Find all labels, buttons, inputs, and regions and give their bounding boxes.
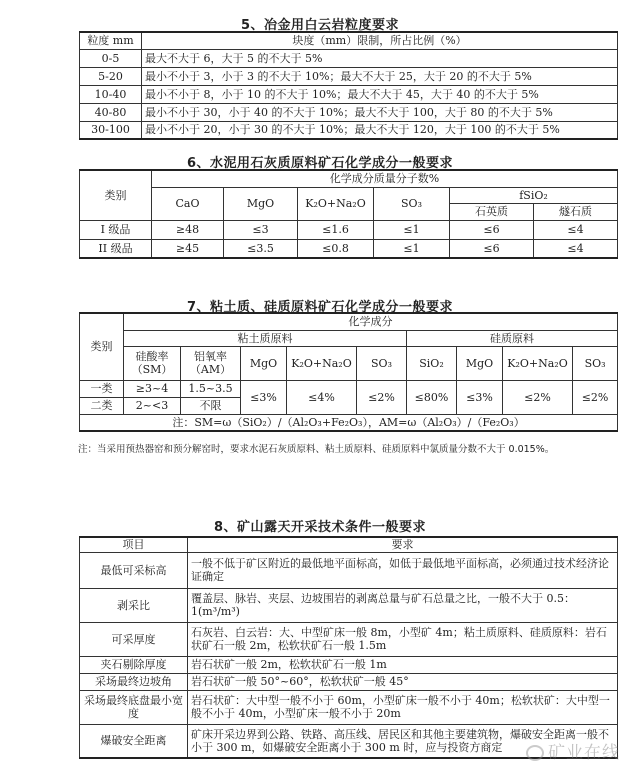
t7-header-so3: SO₃ (357, 346, 407, 380)
table-row (80, 622, 618, 656)
t6-header-k2o: K₂O+Na₂O (298, 187, 374, 220)
table-row (80, 239, 618, 258)
t7-header-k2o2: K₂O+Na₂O (503, 346, 573, 380)
t5-limit-cell: 最小不小于 8，小于 10 的不大于 10%；最大不大于 45，大于 40 的不大于 5% (142, 85, 618, 103)
t7-class-cell: 一类 (80, 380, 124, 397)
table6-limestone-chem (79, 169, 618, 259)
t7-k2o-cell: ≤4% (287, 380, 357, 414)
t6-header-class: 类别 (80, 170, 152, 220)
t5-size-cell: 40-80 (80, 103, 142, 121)
table5-dolomite-size (79, 31, 618, 140)
table8-opencast-conditions (79, 536, 618, 759)
table7-title: 7、粘土质、硅质原料矿石化学成分一般要求 (186, 300, 454, 315)
t7-header-sm-label: 硅酸率 (135, 350, 169, 363)
t7-header-class: 类别 (80, 313, 124, 380)
t7-header-chem: 化学成分 (124, 313, 618, 330)
t5-limit-cell: 最小不小于 20，小于 30 的不大于 10%；最大不大于 120，大于 100 的不大于 5% (142, 121, 618, 139)
t8-req-cell: 石灰岩、白云岩：大、中型矿床一般 8m，小型矿 4m；粘土质原料、硅质原料：岩石状矿石一般 2m，松软状矿石一般 1.5m (188, 622, 618, 656)
t7-sm-cell: ≥3~4 (124, 380, 181, 397)
t7-class-cell: 二类 (80, 397, 124, 414)
t8-header-req: 要求 (188, 537, 618, 552)
t7-header-sm-abbr: （SM） (131, 363, 173, 376)
t6-flint-cell: ≤4 (534, 220, 618, 239)
t6-cao-cell: ≥48 (152, 220, 224, 239)
watermark (526, 738, 620, 763)
t6-mgo-cell: ≤3.5 (224, 239, 298, 258)
t8-req-cell: 岩石状矿：大中型一般不小于 60m，小型矿床一般不小于 40m；松软状矿：大中型一般不小于 40m，小型矿床一般不小于 20m (188, 690, 618, 724)
t8-header-item: 项目 (80, 537, 188, 552)
t7-header-mgo: MgO (241, 346, 287, 380)
t7-header-am-label: 铝氧率 (194, 350, 227, 363)
t6-quartz-cell: ≤6 (450, 220, 534, 239)
t8-item-cell: 夹石剔除厚度 (80, 656, 188, 673)
t8-req-cell: 岩石状矿一般 50°~60°，松软状矿一般 45° (188, 673, 618, 690)
t5-size-cell: 0-5 (80, 49, 142, 67)
t5-header-size: 粒度 mm (80, 32, 142, 49)
t7-am-cell: 1.5~3.5 (181, 380, 241, 397)
table7-note: 注：当采用预热器窑和预分解窑时，要求水泥石灰质原料、粘土质原料、硅质原料中氯质量分数不大于 0.015%。 (78, 444, 555, 455)
t5-limit-cell: 最小不小于 30，小于 40 的不大于 10%；最大不大于 100，大于 80 的不大于 5% (142, 103, 618, 121)
table-row (80, 690, 618, 724)
t6-k2o-cell: ≤0.8 (298, 239, 374, 258)
t8-item-cell: 可采厚度 (80, 622, 188, 656)
t7-header-clay: 粘土质原料 (124, 330, 407, 346)
t7-so3b-cell: ≤2% (573, 380, 618, 414)
table-row (80, 588, 618, 622)
table-row (80, 121, 618, 139)
t5-header-limit: 块度（mm）限制，所占比例（%） (142, 32, 618, 49)
t8-req-cell: 矿床开采边界到公路、铁路、高压线、居民区和其他主要建筑物，爆破安全距离一般不小于 300 m，如爆破安全距离小于 300 m 时，应与投资方商定 (188, 724, 618, 758)
t6-header-mgo: MgO (224, 187, 298, 220)
t5-limit-cell: 最大不大于 6，大于 5 的不大于 5% (142, 49, 618, 67)
t6-class-cell: II 级品 (80, 239, 152, 258)
table-row (80, 552, 618, 588)
t7-sio2-cell: ≤80% (407, 380, 457, 414)
t7-so3-cell: ≤2% (357, 380, 407, 414)
section-8 (0, 516, 640, 535)
table-row (80, 103, 618, 121)
t7-mgo2-cell: ≤3% (457, 380, 503, 414)
wechat-icon (526, 745, 544, 761)
table7-clay-silica-chem (79, 312, 618, 432)
table-row (80, 380, 618, 397)
t5-size-cell: 10-40 (80, 85, 142, 103)
t7-header-so3b: SO₃ (573, 346, 618, 380)
watermark-text: 矿业在线 (548, 743, 620, 763)
t7-header-am-abbr: （AM） (189, 363, 232, 376)
t5-size-cell: 30-100 (80, 121, 142, 139)
t7-header-k2o: K₂O+Na₂O (287, 346, 357, 380)
t6-so3-cell: ≤1 (374, 220, 450, 239)
t7-header-am (181, 346, 241, 380)
table-row (80, 49, 618, 67)
t7-sm-cell: 2~<3 (124, 397, 181, 414)
t7-footnote: 注：SM=ω（SiO₂）/（Al₂O₃+Fe₂O₃），AM=ω（Al₂O₃）/（Fe₂O₃） (80, 414, 618, 431)
t8-req-cell: 一般不低于矿区附近的最低地平面标高，如低于最低地平面标高，必须通过技术经济论证确定 (188, 552, 618, 588)
table-row (80, 85, 618, 103)
t6-so3-cell: ≤1 (374, 239, 450, 258)
t6-header-flint: 燧石质 (534, 203, 618, 220)
t6-header-quartz: 石英质 (450, 203, 534, 220)
t6-quartz-cell: ≤6 (450, 239, 534, 258)
t7-header-silica: 硅质原料 (407, 330, 618, 346)
t7-header-sio2: SiO₂ (407, 346, 457, 380)
t6-k2o-cell: ≤1.6 (298, 220, 374, 239)
t6-cao-cell: ≥45 (152, 239, 224, 258)
t7-k2o2-cell: ≤2% (503, 380, 573, 414)
t5-size-cell: 5-20 (80, 67, 142, 85)
t8-item-cell: 爆破安全距离 (80, 724, 188, 758)
t8-req-cell: 岩石状矿一般 2m，松软状矿石一般 1m (188, 656, 618, 673)
t8-item-cell: 采场最终边坡角 (80, 673, 188, 690)
t6-class-cell: I 级品 (80, 220, 152, 239)
t8-item-cell: 采场最终底盘最小宽度 (80, 690, 188, 724)
t6-header-so3: SO₃ (374, 187, 450, 220)
t8-req-cell: 覆盖层、脉岩、夹层、边坡围岩的剥离总量与矿石总量之比，一般不大于 0.5：1(m³/m³) (188, 588, 618, 622)
table8-title: 8、矿山露天开采技术条件一般要求 (213, 520, 427, 535)
t5-limit-cell: 最小不小于 3，小于 3 的不大于 10%；最大不大于 25，大于 20 的不大于 5% (142, 67, 618, 85)
table-row (80, 673, 618, 690)
t6-flint-cell: ≤4 (534, 239, 618, 258)
t6-header-chem: 化学成分质量分子数% (152, 170, 618, 187)
t6-header-cao: CaO (152, 187, 224, 220)
t7-header-mgo2: MgO (457, 346, 503, 380)
t7-am-cell: 不限 (181, 397, 241, 414)
table6-title: 6、水泥用石灰质原料矿石化学成分一般要求 (186, 156, 454, 171)
table5-title: 5、冶金用白云岩粒度要求 (240, 18, 400, 33)
t7-header-sm (124, 346, 181, 380)
t8-item-cell: 最低可采标高 (80, 552, 188, 588)
t7-mgo-cell: ≤3% (241, 380, 287, 414)
t8-item-cell: 剥采比 (80, 588, 188, 622)
table-row (80, 220, 618, 239)
table-row (80, 656, 618, 673)
t6-mgo-cell: ≤3 (224, 220, 298, 239)
table-row (80, 67, 618, 85)
t6-header-fsio2: fSiO₂ (450, 187, 618, 203)
